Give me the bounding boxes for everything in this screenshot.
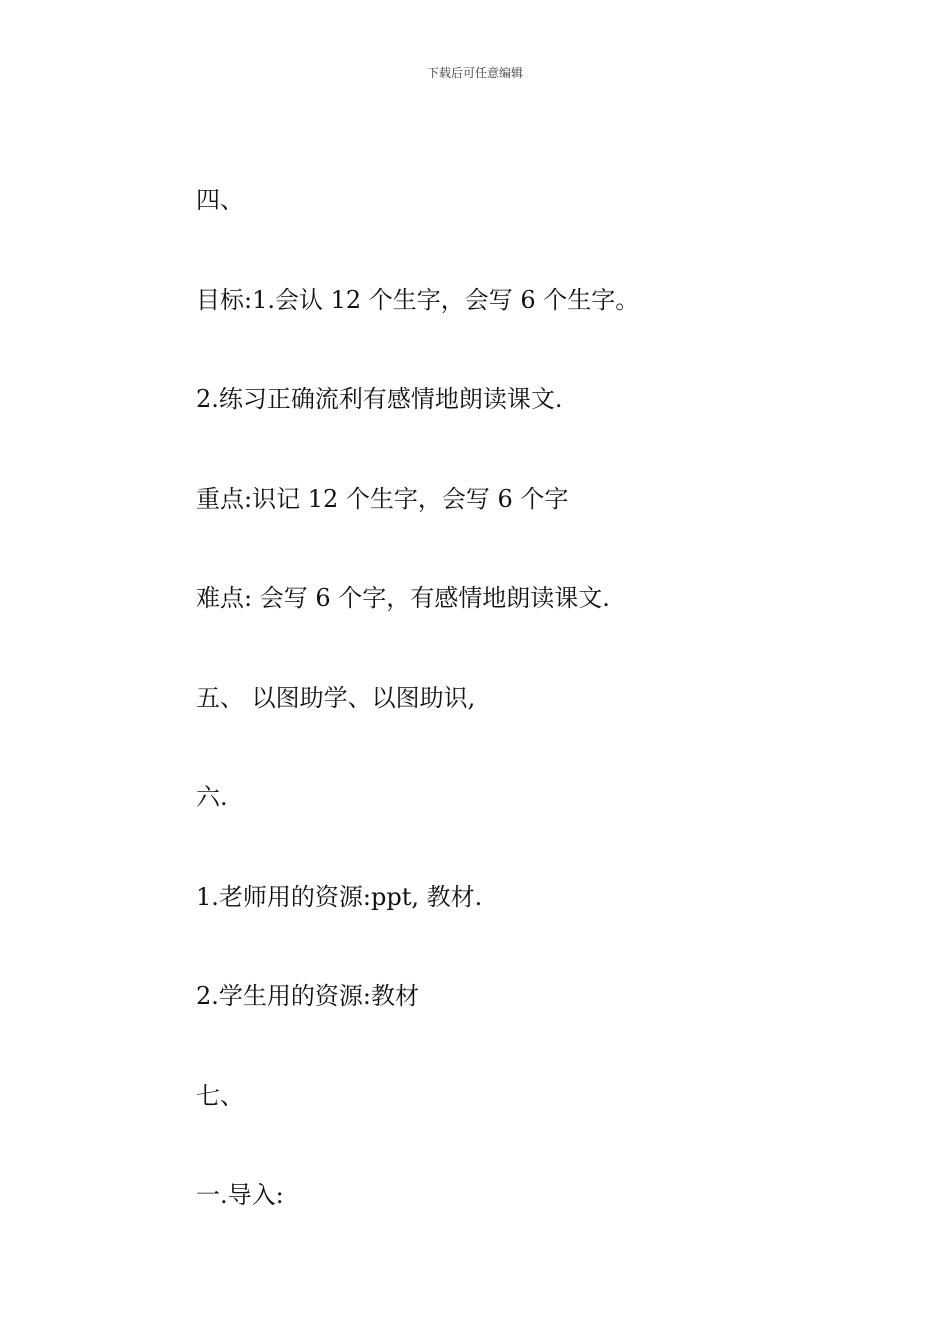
document-body [196, 168, 876, 1263]
section-heading-7: 七、 [196, 1081, 244, 1110]
introduction-heading: 一.导入: [196, 1181, 284, 1209]
page-header: 下载后可任意编辑 [426, 66, 523, 80]
objective-line-2: 2.练习正确流利有感情地朗读课文. [196, 385, 563, 413]
difficulty-line: 难点: 会写 6 个字，有感情地朗读课文. [196, 584, 610, 612]
section-heading-5: 五、 以图助学、以图助识, [196, 683, 476, 712]
teacher-resources-line: 1.老师用的资源:ppt, 教材. [196, 882, 483, 911]
section-heading-6: 六. [196, 783, 228, 811]
key-point-line: 重点:识记 12 个生字，会写 6 个字 [196, 484, 569, 513]
section-heading-4: 四、 [196, 186, 244, 214]
objective-line-1: 目标:1.会认 12 个生字，会写 6 个生字。 [196, 285, 640, 314]
student-resources-line: 2.学生用的资源:教材 [196, 982, 419, 1010]
